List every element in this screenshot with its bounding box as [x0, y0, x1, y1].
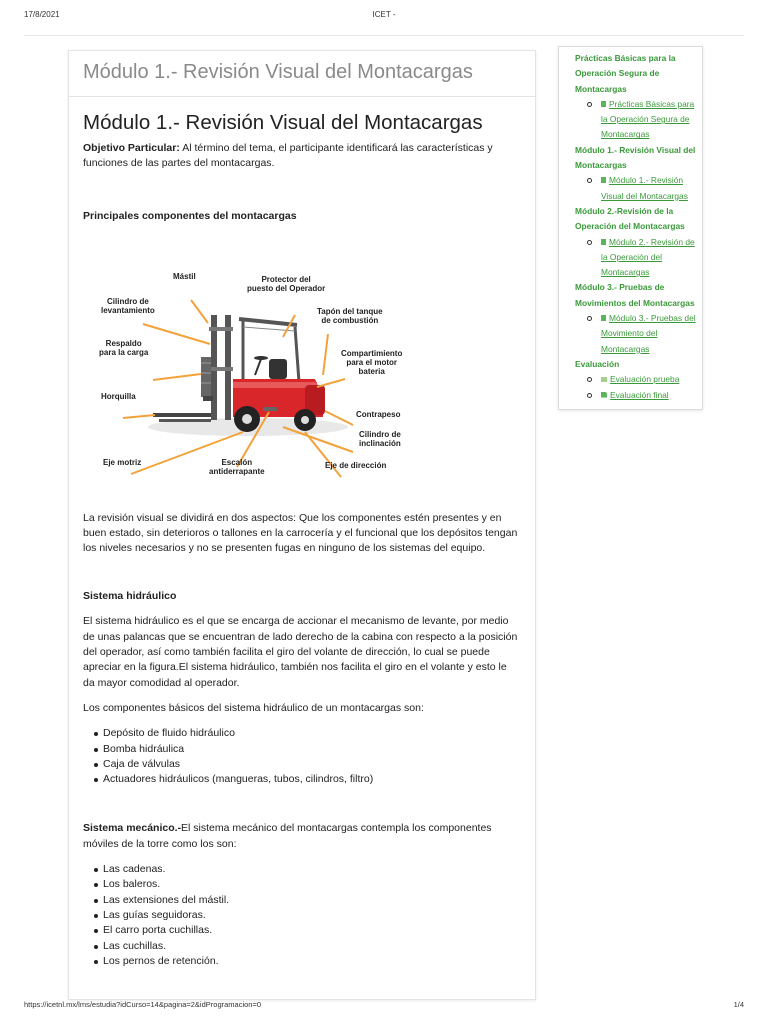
sidebar-item-modulo-2[interactable]	[601, 235, 698, 281]
list-item: Las guías seguidoras.	[103, 908, 521, 923]
print-page-number: 1/4	[733, 1000, 744, 1009]
edit-icon	[601, 392, 607, 398]
objective-paragraph	[83, 141, 521, 172]
mechanical-paragraph	[83, 821, 521, 852]
sidebar-link-modulo-3[interactable]: Módulo 3.- Pruebas del Movimiento del Montacargas	[601, 313, 696, 354]
components-heading: Principales componentes del montacargas	[83, 209, 297, 222]
label-respaldo: Respaldo para la carga	[99, 338, 149, 357]
label-eje-motriz: Eje motriz	[103, 457, 142, 467]
bullet-ring-icon	[587, 240, 592, 245]
sidebar-link-modulo-1[interactable]: Módulo 1.- Revisión Visual del Montacargas	[601, 175, 688, 201]
list-item: Actuadores hidráulicos (mangueras, tubos, cilindros, filtro)	[103, 772, 521, 787]
list-item: Depósito de fluido hidráulico	[103, 726, 521, 741]
list-item: Los pernos de retención.	[103, 954, 521, 969]
objective-text: Al término del tema, el participante identificará las características y funciones de las partes del montacargas.	[83, 142, 493, 170]
sidebar-item-evaluacion-final[interactable]	[601, 388, 698, 403]
sidebar-link-modulo-2[interactable]: Módulo 2.- Revisión de la Operación del Montacargas	[601, 236, 695, 278]
label-contrapeso: Contrapeso	[356, 409, 401, 419]
list-item: Las extensiones del mástil.	[103, 893, 521, 908]
print-header	[24, 10, 744, 22]
content-card	[68, 50, 536, 1000]
print-date: 17/8/2021	[24, 10, 60, 19]
print-footer	[24, 1000, 744, 1010]
top-divider	[24, 35, 744, 36]
objective-label: Objetivo Particular:	[83, 142, 180, 154]
hydraulic-heading: Sistema hidráulico	[83, 590, 177, 603]
sidebar-heading-practicas[interactable]: Prácticas Básicas para la Operación Segura de Montacargas	[575, 53, 676, 94]
label-eje-direccion: Eje de dirección	[325, 460, 387, 470]
sidebar-heading-modulo-2[interactable]: Módulo 2.-Revisión de la Operación del Montacargas	[575, 205, 685, 232]
label-cilindro-inclinacion: Cilindro de inclinación	[359, 429, 401, 448]
sidebar-heading-modulo-1[interactable]: Módulo 1.- Revisión Visual del Montacargas	[575, 144, 696, 171]
card-header	[69, 51, 535, 97]
list-item: Caja de válvulas	[103, 757, 521, 772]
label-escalon: Escalón antiderrapante	[209, 457, 265, 476]
sidebar-link-evaluacion-prueba[interactable]: Evaluación prueba	[610, 374, 680, 385]
print-page-title: ICET -	[372, 10, 396, 19]
mechanical-text: El sistema mecánico del montacargas contempla los componentes móviles de la torre como los son:	[83, 822, 492, 850]
label-mastil: Mástil	[173, 271, 196, 281]
mechanical-components-list	[103, 862, 521, 969]
print-url: https://icetnl.mx/lms/estudia?idCurso=14&pagina=2&idProgramacion=0	[24, 1000, 262, 1009]
list-item: El carro porta cuchillas.	[103, 923, 521, 938]
module-title: Módulo 1.- Revisión Visual del Montacargas	[83, 111, 483, 134]
sidebar-item-modulo-1[interactable]	[601, 173, 698, 204]
list-item: Los baleros.	[103, 877, 521, 892]
document-icon	[601, 315, 606, 321]
document-icon	[601, 177, 606, 183]
label-compartimiento: Compartimiento para el motor bateria	[341, 348, 403, 376]
hydraulic-components-list	[103, 726, 521, 787]
bullet-ring-icon	[587, 377, 592, 382]
sidebar-item-practicas[interactable]	[601, 97, 698, 143]
bullet-ring-icon	[587, 178, 592, 183]
forklift-figure	[83, 267, 423, 507]
sidebar-heading-evaluacion[interactable]: Evaluación	[575, 358, 620, 369]
label-cilindro-levantamiento: Cilindro de levantamiento	[101, 296, 155, 315]
hydraulic-paragraph: El sistema hidráulico es el que se encarga de accionar el mecanismo de levante, por medio de unas palancas que se encuentran de lado derecho de la cabina con respecto a la posición del operador, así como también facilita el giro del volante de dirección, lo cual se puede apreciar en la figura.El sistema hidráulico, también nos facilita el giro en el volante y esto le da mayor comodidad al operador.	[83, 615, 518, 689]
bullet-ring-icon	[587, 102, 592, 107]
label-horquilla: Horquilla	[101, 391, 136, 401]
list-item: Las cadenas.	[103, 862, 521, 877]
label-tapon: Tapón del tanque de combustión	[317, 306, 383, 325]
sidebar-link-practicas[interactable]: Prácticas Básicas para la Operación Segura de Montacargas	[601, 98, 695, 140]
document-icon	[601, 239, 606, 245]
hydraulic-components-intro: Los componentes básicos del sistema hidráulico de un montacargas son:	[83, 701, 424, 714]
mechanical-heading: Sistema mecánico.-	[83, 822, 182, 835]
list-item: Bomba hidráulica	[103, 742, 521, 757]
visual-review-paragraph: La revisión visual se dividirá en dos aspectos: Que los componentes estén presentes y en buen estado, sin deterioros o tallones en la carrocería y el funcional que los depósitos tengan los niveles necesarios y no se presenten fugas en ninguno de los sistemas del equipo.	[83, 511, 518, 555]
grid-icon	[601, 377, 607, 382]
card-header-title: Módulo 1.- Revisión Visual del Montacargas	[83, 61, 473, 83]
sidebar-heading-modulo-3[interactable]: Módulo 3.- Pruebas de Movimientos del Montacargas	[575, 282, 695, 308]
document-icon	[601, 101, 606, 107]
list-item: Las cuchillas.	[103, 939, 521, 954]
bullet-ring-icon	[587, 316, 592, 321]
sidebar-link-evaluacion-final[interactable]: Evaluación final	[610, 389, 669, 400]
card-body	[69, 97, 535, 969]
sidebar-item-evaluacion-prueba[interactable]	[601, 372, 698, 387]
label-protector: Protector del puesto del Operador	[247, 274, 326, 293]
course-sidebar	[558, 46, 703, 410]
bullet-ring-icon	[587, 393, 592, 398]
sidebar-item-modulo-3[interactable]	[601, 311, 698, 357]
